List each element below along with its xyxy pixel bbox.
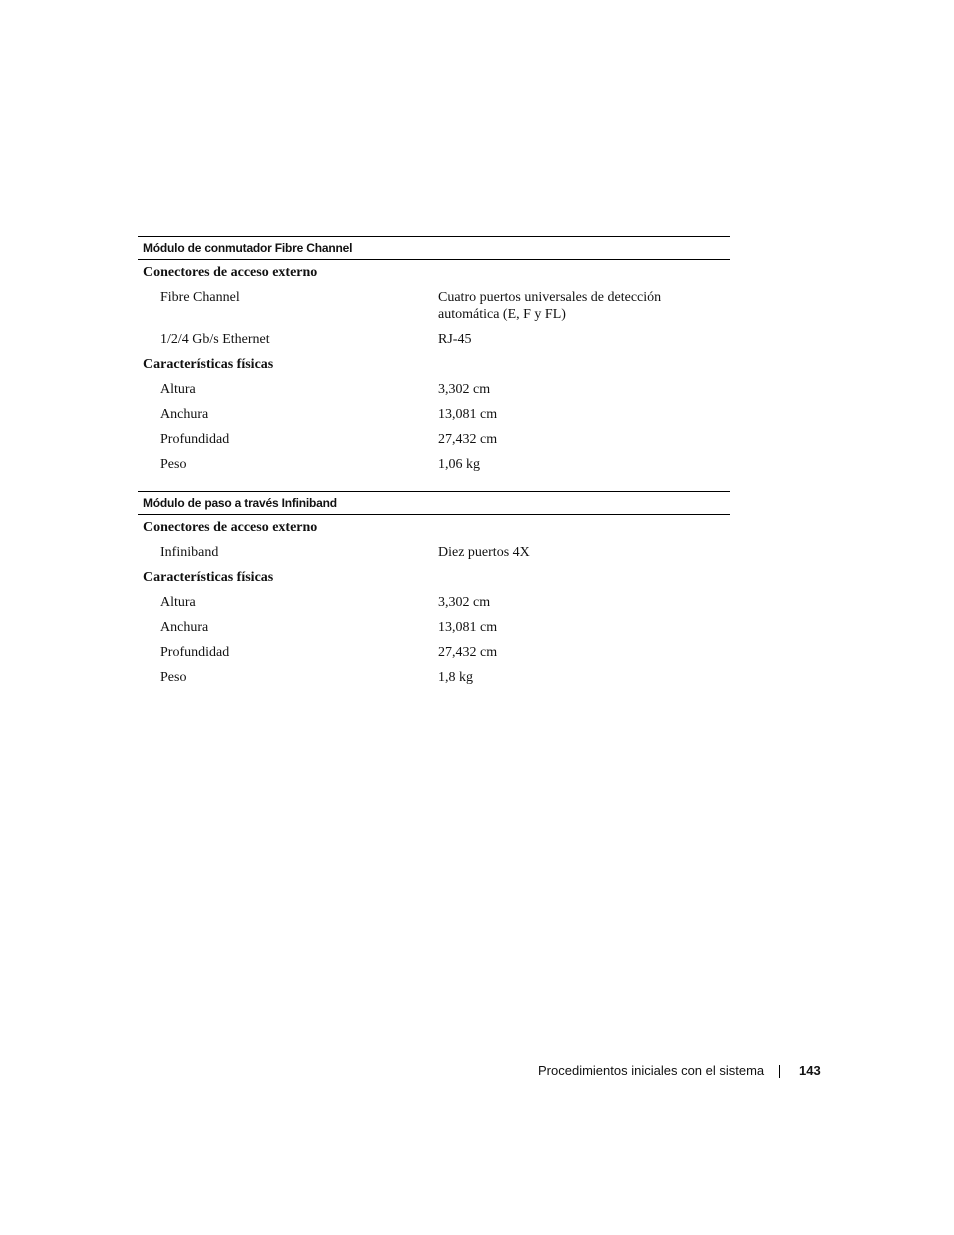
row-value: 3,302 cm	[438, 595, 491, 610]
row-value: Diez puertos 4X	[438, 545, 530, 560]
table-row	[138, 327, 730, 352]
table-row	[138, 590, 730, 615]
row-value: 1,8 kg	[438, 670, 473, 685]
table-row	[138, 665, 730, 690]
row-label: Altura	[160, 382, 196, 397]
row-value: RJ-45	[438, 332, 472, 347]
spec-table-fibre-channel	[138, 236, 730, 477]
row-value: 13,081 cm	[438, 620, 498, 635]
row-label: Anchura	[160, 407, 209, 422]
table-row	[138, 377, 730, 402]
row-label: Peso	[160, 670, 187, 685]
group-label-physical: Características físicas	[143, 357, 274, 372]
row-value: 27,432 cm	[438, 645, 498, 660]
row-label: Profundidad	[160, 645, 230, 660]
table-row	[138, 615, 730, 640]
row-value: 3,302 cm	[438, 382, 491, 397]
row-label: 1/2/4 Gb/s Ethernet	[160, 332, 270, 347]
footer-title: Procedimientos iniciales con el sistema	[538, 1063, 765, 1078]
table-row	[138, 402, 730, 427]
row-value: 27,432 cm	[438, 432, 498, 447]
table-row	[138, 540, 730, 565]
row-label: Profundidad	[160, 432, 230, 447]
row-value-line: Cuatro puertos universales de detección	[438, 290, 662, 305]
row-label: Infiniband	[160, 545, 219, 560]
table-row	[138, 640, 730, 665]
table-heading: Módulo de paso a través Infiniband	[138, 491, 730, 515]
spec-table-infiniband	[138, 491, 730, 690]
row-value	[438, 289, 728, 323]
group-label-external-connectors: Conectores de acceso externo	[143, 520, 318, 535]
row-label: Altura	[160, 595, 196, 610]
page-number: 143	[799, 1063, 821, 1078]
group-label-physical: Características físicas	[143, 570, 274, 585]
row-label: Peso	[160, 457, 187, 472]
table-row	[138, 285, 730, 327]
group-label-external-connectors: Conectores de acceso externo	[143, 265, 318, 280]
row-value: 1,06 kg	[438, 457, 480, 472]
table-row	[138, 452, 730, 477]
row-label: Fibre Channel	[160, 290, 240, 305]
footer-divider	[779, 1065, 780, 1078]
row-label: Anchura	[160, 620, 209, 635]
table-row	[138, 427, 730, 452]
row-value-line: automática (E, F y FL)	[438, 307, 566, 322]
table-heading: Módulo de conmutador Fibre Channel	[138, 236, 730, 260]
row-value: 13,081 cm	[438, 407, 498, 422]
